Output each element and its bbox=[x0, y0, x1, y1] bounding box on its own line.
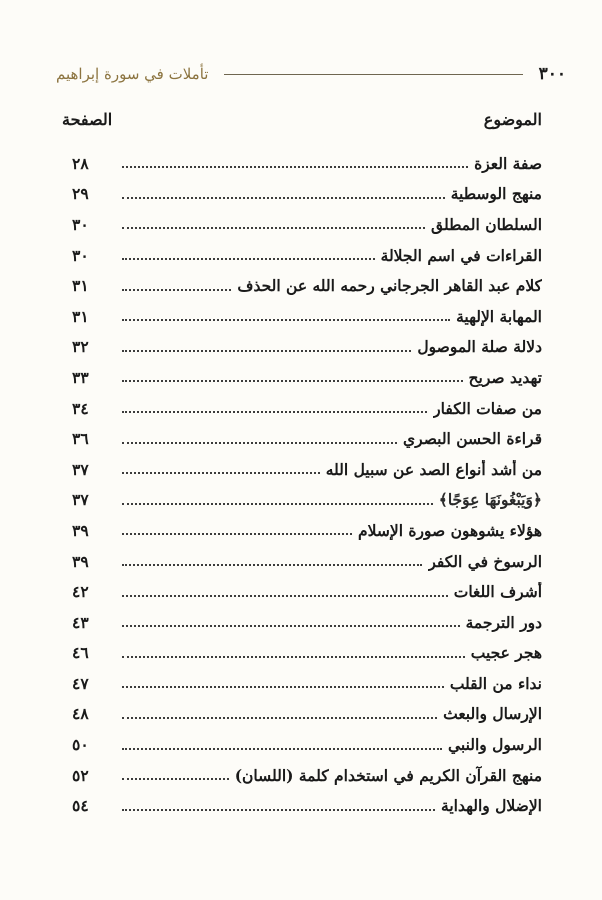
toc-entry-title: الرسوخ في الكفر bbox=[428, 551, 542, 571]
toc-entry-page: ٤٣ bbox=[72, 612, 89, 632]
toc-entry-title: منهج الوسطية bbox=[450, 184, 542, 204]
dot-leader bbox=[122, 197, 445, 199]
toc-entry bbox=[72, 485, 542, 516]
toc-entry-page: ٣٩ bbox=[72, 520, 89, 540]
toc-entry-title: صفة العزة bbox=[474, 153, 542, 173]
toc-entry-title: دلالة صلة الموصول bbox=[417, 337, 542, 357]
toc-entry bbox=[72, 301, 542, 332]
toc-entry-page: ٣٧ bbox=[72, 490, 89, 510]
toc-entry-page: ٣١ bbox=[72, 276, 89, 296]
topic-column-heading: الموضوع bbox=[483, 110, 542, 129]
toc-entry bbox=[72, 423, 542, 454]
toc-entry-page: ٢٨ bbox=[72, 153, 89, 173]
toc-entry-title: من أشد أنواع الصد عن سبيل الله bbox=[325, 459, 542, 479]
dot-leader bbox=[122, 595, 448, 597]
toc-entry-page: ٥٢ bbox=[72, 765, 89, 785]
toc-entry-page: ٣٤ bbox=[72, 398, 89, 418]
toc-entry-title: كلام عبد القاهر الجرجاني رحمه الله عن الحذف bbox=[237, 276, 542, 296]
toc-entry-page: ٤٢ bbox=[72, 582, 89, 602]
dot-leader bbox=[122, 289, 231, 291]
toc-entry-page: ٢٩ bbox=[72, 184, 89, 204]
dot-leader bbox=[122, 809, 435, 811]
dot-leader bbox=[122, 166, 468, 168]
dot-leader bbox=[122, 656, 465, 658]
toc-entry bbox=[72, 332, 542, 363]
toc-entry-page: ٣٠ bbox=[72, 214, 89, 234]
dot-leader bbox=[122, 778, 229, 780]
toc-entry bbox=[72, 454, 542, 485]
toc-entry-title: دور الترجمة bbox=[465, 612, 542, 632]
toc-entry bbox=[72, 546, 542, 577]
dot-leader bbox=[122, 717, 437, 719]
toc-entry bbox=[72, 148, 542, 179]
toc-entry bbox=[72, 760, 542, 791]
toc-entry-title: القراءات في اسم الجلالة bbox=[380, 245, 542, 265]
toc-entry-title: نداء من القلب bbox=[449, 673, 542, 693]
toc-entry-page: ٤٦ bbox=[72, 643, 89, 663]
dot-leader bbox=[122, 227, 425, 229]
dot-leader bbox=[122, 442, 397, 444]
toc-entry bbox=[72, 240, 542, 271]
toc-entry bbox=[72, 209, 542, 240]
toc-entry bbox=[72, 699, 542, 730]
toc-entry-title: الإضلال والهداية bbox=[441, 796, 542, 816]
dot-leader bbox=[122, 319, 450, 321]
toc-entry-page: ٣٣ bbox=[72, 367, 89, 387]
toc-entry bbox=[72, 270, 542, 301]
toc-entry bbox=[72, 668, 542, 699]
dot-leader bbox=[122, 748, 442, 750]
page-number: ٣٠٠ bbox=[538, 64, 566, 84]
toc-entry-page: ٣٧ bbox=[72, 459, 89, 479]
toc-entry-page: ٤٨ bbox=[72, 704, 89, 724]
dot-leader bbox=[122, 625, 460, 627]
page-column-heading: الصفحة bbox=[62, 110, 113, 129]
toc-entry-page: ٣٠ bbox=[72, 245, 89, 265]
toc-entry bbox=[72, 638, 542, 669]
toc-entry-title: الرسول والنبي bbox=[447, 735, 542, 755]
toc-entry-title: هجر عجيب bbox=[470, 643, 542, 663]
dot-leader bbox=[122, 350, 411, 352]
dot-leader bbox=[122, 686, 444, 688]
toc-entry-page: ٥٠ bbox=[72, 735, 89, 755]
header-rule bbox=[224, 74, 522, 75]
toc-entry-title: تهديد صريح bbox=[468, 367, 542, 387]
toc-entry-title: الإرسال والبعث bbox=[443, 704, 542, 724]
toc-entry-title: قراءة الحسن البصري bbox=[403, 429, 542, 449]
book-title: تأملات في سورة إبراهيم bbox=[56, 65, 209, 83]
toc-entry bbox=[72, 362, 542, 393]
dot-leader bbox=[122, 258, 375, 260]
toc-entry-page: ٤٧ bbox=[72, 673, 89, 693]
toc-entry bbox=[72, 179, 542, 210]
toc-entry-page: ٣٦ bbox=[72, 429, 89, 449]
toc-entry bbox=[72, 607, 542, 638]
toc-entry-title: أشرف اللغات bbox=[453, 582, 542, 602]
running-header bbox=[56, 60, 566, 88]
dot-leader bbox=[122, 472, 320, 474]
toc-entry-title: السلطان المطلق bbox=[431, 214, 542, 234]
toc-entry bbox=[72, 515, 542, 546]
dot-leader bbox=[122, 503, 433, 505]
toc-entry-page: ٣١ bbox=[72, 306, 89, 326]
toc-entry bbox=[72, 729, 542, 760]
toc-entry-page: ٣٩ bbox=[72, 551, 89, 571]
toc-entry-page: ٣٢ bbox=[72, 337, 89, 357]
toc-entry bbox=[72, 393, 542, 424]
toc-entry-page: ٥٤ bbox=[72, 796, 89, 816]
dot-leader bbox=[122, 533, 352, 535]
dot-leader bbox=[122, 380, 463, 382]
toc-entry-title: ﴿وَيَبْغُونَهَا عِوَجًا﴾ bbox=[438, 490, 542, 510]
toc-entry-title: منهج القرآن الكريم في استخدام كلمة (اللسان) bbox=[234, 765, 542, 785]
toc-entry-title: هؤلاء يشوهون صورة الإسلام bbox=[358, 520, 542, 540]
toc-entry bbox=[72, 576, 542, 607]
table-of-contents bbox=[72, 148, 542, 821]
toc-entry-title: من صفات الكفار bbox=[433, 398, 542, 418]
dot-leader bbox=[122, 564, 422, 566]
toc-entry-title: المهابة الإلهية bbox=[456, 306, 542, 326]
toc-entry bbox=[72, 790, 542, 821]
dot-leader bbox=[122, 411, 427, 413]
